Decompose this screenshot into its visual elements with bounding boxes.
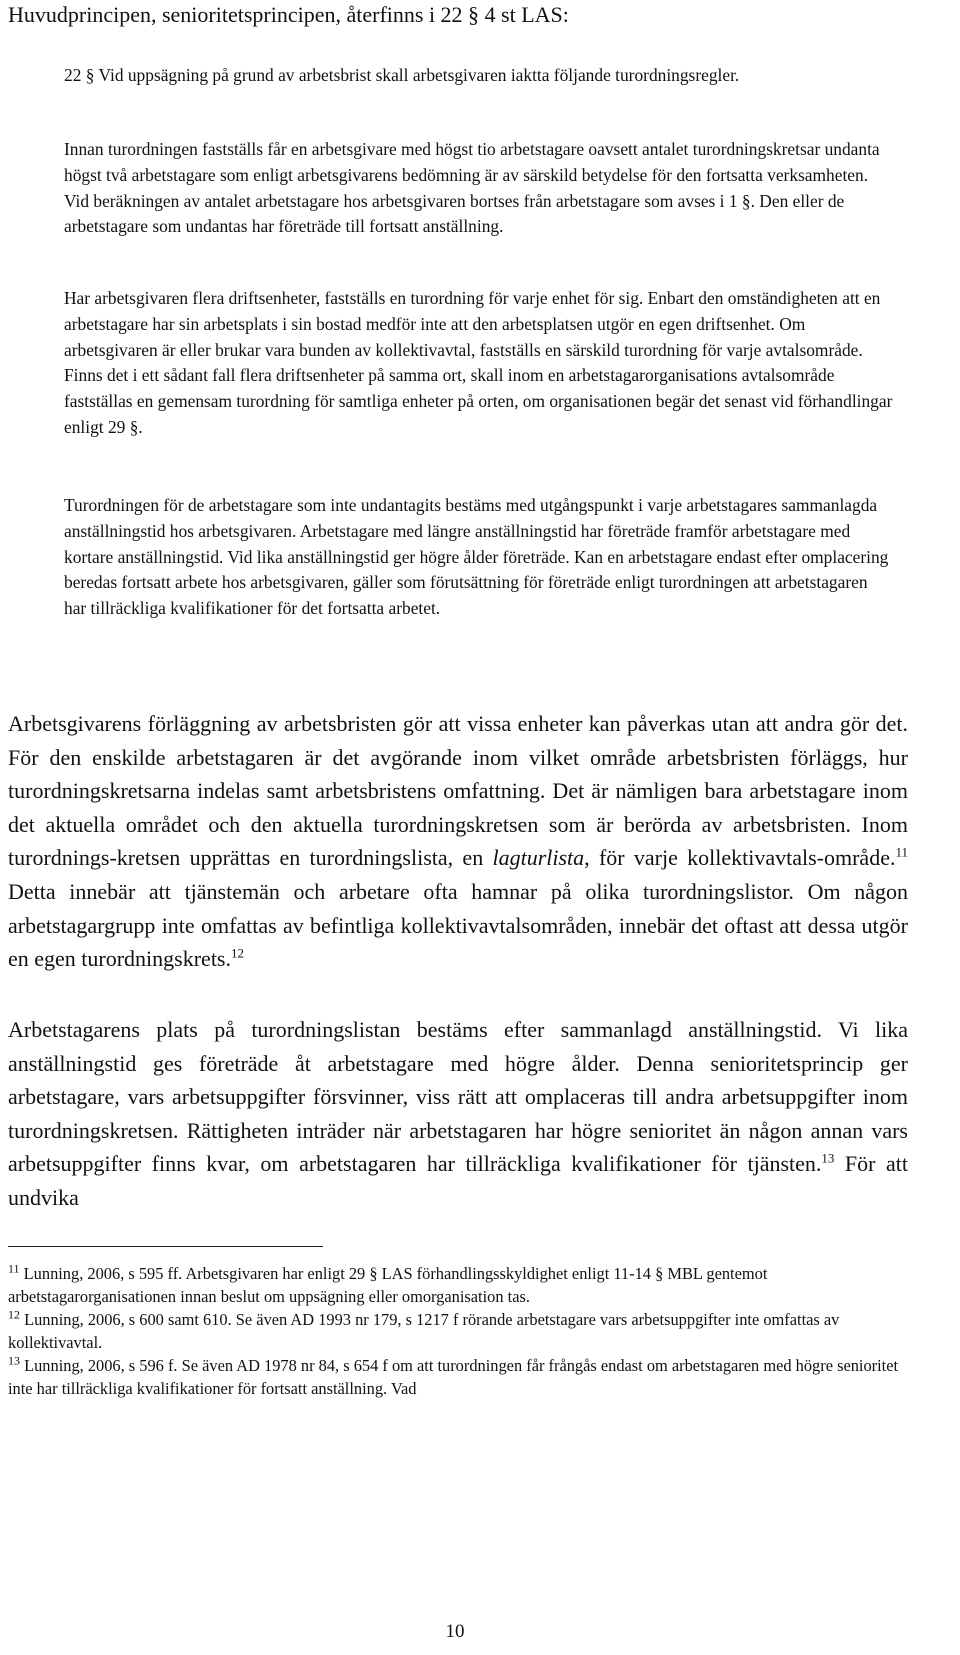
footnote-12 — [8, 1308, 908, 1354]
footnote-text: Lunning, 2006, s 595 ff. Arbetsgivaren har enligt 29 § LAS förhandlingsskyldighet enligt 11-14 § MBL gentemot arbetstagarorganisationen innan beslut om uppsägning eller omorganisation tas. — [8, 1264, 768, 1306]
footnote-number: 13 — [8, 1353, 20, 1368]
section-heading: Huvudprincipen, senioritetsprincipen, återfinns i 22 § 4 st LAS: — [8, 2, 569, 27]
page-number: 10 — [445, 1621, 465, 1642]
quote-paragraph-4: Turordningen för de arbetstagare som inte undantagits bestäms med utgångspunkt i varje arbetstagares sammanlagda anställningstid hos arbetsgivaren. Arbetstagare med längre anställningstid har företräde framför arbetstagare med kortare anställningstid. Vid lika anställningstid ger högre ålder företräde. Kan en arbetstagare endast efter omplacering beredas fortsatt arbete hos arbetsgivaren, gäller som förutsättning för företräde enligt turordningen att arbetstagaren har tillräckliga kvalifikationer för det fortsatta arbetet. — [64, 495, 889, 619]
footnote-text: Lunning, 2006, s 600 samt 610. Se även AD 1993 nr 179, s 1217 f rörande arbetstagare vars arbetsuppgifter inte omfattas av kollektivavtal. — [8, 1310, 840, 1352]
body-text: , för varje kollektivavtals-område. — [584, 845, 896, 871]
quote-paragraph-1: 22 § Vid uppsägning på grund av arbetsbrist skall arbetsgivaren iaktta följande turordningsregler. — [64, 65, 740, 85]
body-paragraph-2 — [8, 1013, 908, 1215]
footnote-text: Lunning, 2006, s 596 f. Se även AD 1978 nr 84, s 654 f om att turordningen får frångås endast om arbetstagaren med högre senioritet inte har tillräckliga kvalifikationer för fortsatt anställning. Vad — [8, 1356, 899, 1398]
footnote-ref-11[interactable]: 11 — [895, 845, 908, 861]
footnote-number: 12 — [8, 1307, 20, 1322]
term-lagturlista: lagturlista — [492, 845, 585, 871]
footnotes — [8, 1262, 908, 1400]
footnote-separator — [8, 1246, 323, 1247]
body-text: Arbetstagarens plats på turordningslistan bestäms efter sammanlagd anställningstid. Vi lika anställningstid ges företräde åt arbetstagare med högre ålder. Denna senioritetsprincip ger arbetstagare, vars arbetsuppgifter försvinner, viss rätt att omplaceras till andra arbetsuppgifter inom turordningskretsen. Rättigheten inträder när arbetstagaren har högre senioritet än någon annan vars arbetsuppgifter finns kvar, om arbetstagaren har tillräckliga kvalifikationer för tjänsten. — [8, 1017, 908, 1177]
footnote-11 — [8, 1262, 908, 1308]
quote-paragraph-3: Har arbetsgivaren flera driftsenheter, fastställs en turordning för varje enhet för sig. Enbart den omständigheten att en arbetstagare har sin arbetsplats i sin bostad medför inte att den arbetsplatsen utgör en egen driftsenhet. Om arbetsgivaren är eller brukar vara bunden av kollektivavtal, fastställs en särskild turordning för varje avtalsområde. Finns det i ett sådant fall flera driftsenheter på samma ort, skall inom en arbetstagarorganisations avtalsområde fastställas en gemensam turordning för samtliga enheter på orten, om organisationen begär det senast vid förhandlingar enligt 29 §. — [64, 288, 893, 437]
body-text: Detta innebär att tjänstemän och arbetare ofta hamnar på olika turordningslistor. Om någon arbetstagargrupp inte omfattas av befintliga kollektivavtalsområden, innebär det oftast att dessa utgör en egen turordningskrets. — [8, 878, 908, 972]
footnote-13 — [8, 1354, 908, 1400]
body-text: För att undvika — [8, 1151, 908, 1210]
footnote-ref-12[interactable]: 12 — [231, 945, 244, 961]
body-text: Arbetsgivarens förläggning av arbetsbristen gör att vissa enheter kan påverkas utan att andra gör det. För den enskilde arbetstagaren är det avgörande inom vilket område arbetsbristen förläggs, hur turordningskretsarna indelas samt arbetsbristens omfattning. Det är nämligen bara arbetstagare inom det aktuella området och den aktuella turordningskretsen som är berörda av arbetsbristen. Inom turordnings-kretsen upprättas en turordningslista, en — [8, 711, 908, 871]
body-paragraph-1 — [8, 707, 908, 976]
footnote-number: 11 — [8, 1261, 20, 1276]
footnote-ref-13[interactable]: 13 — [821, 1151, 835, 1167]
quote-paragraph-2: Innan turordningen fastställs får en arbetsgivare med högst tio arbetstagare oavsett antalet turordningskretsar undanta högst två arbetstagare som enligt arbetsgivarens bedömning är av särskild betydelse för den fortsatta verksamheten. Vid beräkningen av antalet arbetstagare hos arbetsgivaren bortses från arbetstagare som avses i 1 §. Den eller de arbetstagare som undantas har företräde till fortsatt anställning. — [64, 139, 880, 237]
